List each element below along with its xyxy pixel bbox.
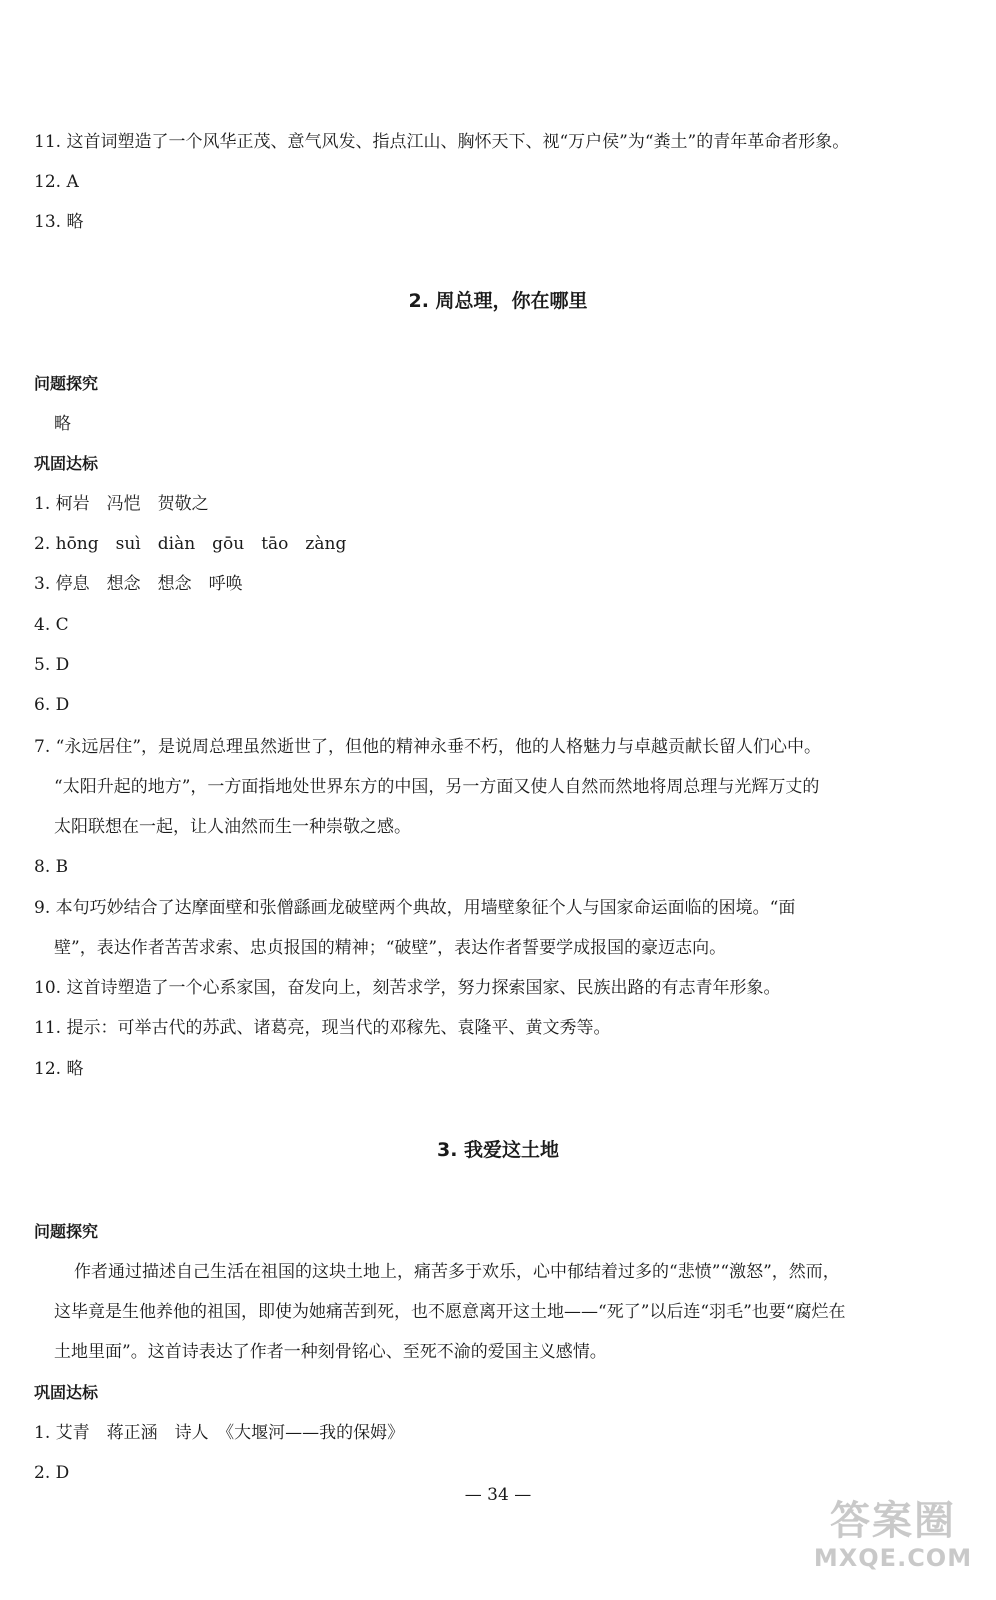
answer-line: “太阳升起的地方”，一方面指地处世界东方的中国，另一方面又使人自然而然地将周总理与光辉万丈的 bbox=[54, 777, 820, 797]
answer-line: 11. 提示：可举古代的苏武、诸葛亮，现当代的邓稼先、袁隆平、黄文秀等。 bbox=[34, 1018, 611, 1038]
answer-line: 7. “永远居住”，是说周总理虽然逝世了，但他的精神永垂不朽，他的人格魅力与卓越贡献长留人们心中。 bbox=[34, 737, 822, 757]
answer-line: 1. 柯岩 冯恺 贺敬之 bbox=[34, 494, 209, 514]
answer-line: 13. 略 bbox=[34, 212, 84, 232]
answer-line: 4. C bbox=[34, 615, 69, 635]
explore-paragraph-line: 土地里面”。这首诗表达了作者一种刻骨铭心、至死不渝的爱国主义感情。 bbox=[54, 1342, 607, 1362]
watermark-top-text: 答案圈 bbox=[830, 1498, 956, 1544]
answer-line: 太阳联想在一起，让人油然而生一种崇敬之感。 bbox=[54, 817, 411, 837]
page-number: — 34 — bbox=[464, 1485, 532, 1505]
section-title: 3. 我爱这土地 bbox=[436, 1139, 560, 1161]
answer-line: 8. B bbox=[34, 857, 69, 877]
answer-line: 9. 本句巧妙结合了达摩面壁和张僧繇画龙破壁两个典故，用墙壁象征个人与国家命运面临的困境。“面 bbox=[34, 898, 796, 918]
answer-line: 1. 艾青 蒋正涵 诗人 《大堰河——我的保姆》 bbox=[34, 1423, 405, 1443]
watermark-bottom-text: MXQE.COM bbox=[813, 1544, 973, 1572]
answer-line: 壁”，表达作者苦苦求索、忠贞报国的精神；“破壁”，表达作者誓要学成报国的豪迈志向。 bbox=[54, 938, 727, 958]
section-heading: 问题探究 bbox=[34, 374, 99, 393]
answer-line: 6. D bbox=[34, 695, 70, 715]
answer-line: 12. 略 bbox=[34, 1059, 84, 1079]
watermark-logo bbox=[808, 1498, 978, 1578]
answer-line: 5. D bbox=[34, 655, 70, 675]
answer-line: 11. 这首词塑造了一个风华正茂、意气风发、指点江山、胸怀天下、视“万户侯”为“粪土”的青年革命者形象。 bbox=[34, 132, 850, 152]
answer-line: 10. 这首诗塑造了一个心系家国，奋发向上，刻苦求学，努力探索国家、民族出路的有志青年形象。 bbox=[34, 978, 781, 998]
explore-paragraph-line: 作者通过描述自己生活在祖国的这块土地上，痛苦多于欢乐，心中郁结着过多的“悲愤”“激怒”，然而， bbox=[74, 1262, 840, 1282]
section-heading: 问题探究 bbox=[34, 1222, 99, 1241]
explore-text: 略 bbox=[54, 414, 71, 434]
answer-line: 2. D bbox=[34, 1463, 70, 1483]
section-title: 2. 周总理，你在哪里 bbox=[408, 290, 588, 312]
explore-paragraph-line: 这毕竟是生他养他的祖国，即使为她痛苦到死，也不愿意离开这土地——“死了”以后连“羽毛”也要“腐烂在 bbox=[54, 1302, 846, 1322]
answer-line: 12. A bbox=[34, 172, 79, 192]
section-heading: 巩固达标 bbox=[34, 454, 99, 473]
answer-line: 3. 停息 想念 想念 呼唤 bbox=[34, 574, 243, 594]
answer-line: 2. hōng suì diàn gōu tāo zàng bbox=[34, 534, 347, 554]
section-heading: 巩固达标 bbox=[34, 1383, 99, 1402]
